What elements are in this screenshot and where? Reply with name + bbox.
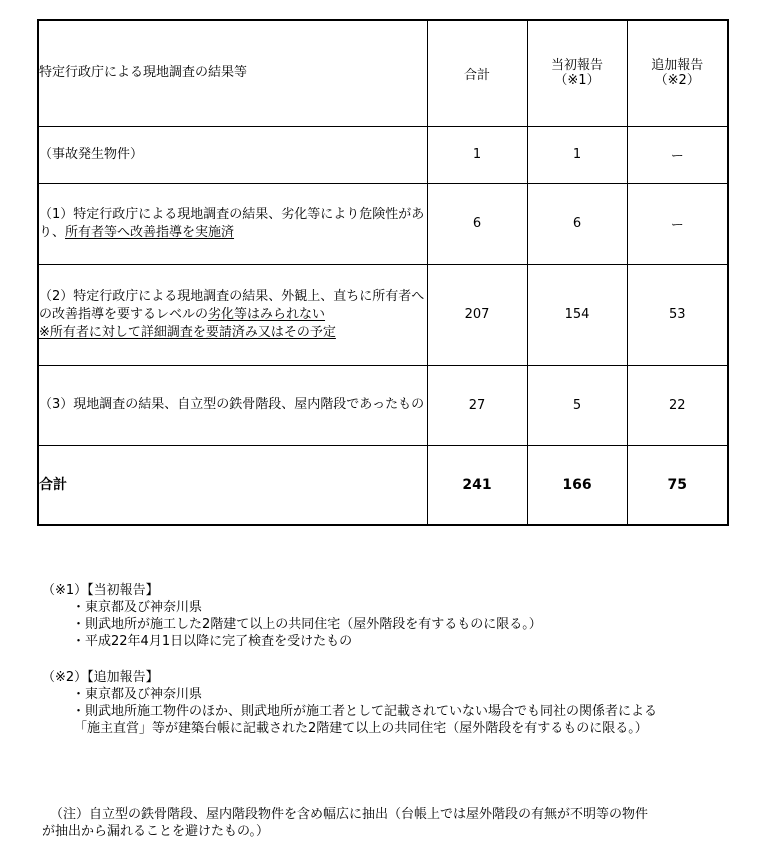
row-additional: ー — [627, 126, 728, 183]
note-item: 「施主直営」等が建築台帳に記載された2階建て以上の共同住宅（屋外階段を有するものに限る。） — [74, 721, 648, 736]
row-initial: 6 — [527, 183, 627, 264]
row-additional: 53 — [627, 264, 728, 365]
row-total: 6 — [427, 183, 527, 264]
results-table — [37, 19, 729, 526]
note-item: ・東京都及び神奈川県 — [72, 687, 203, 702]
table-row — [38, 365, 728, 445]
row-initial: 154 — [527, 264, 627, 365]
note-additional-report — [42, 669, 657, 737]
row-total: 207 — [427, 264, 527, 365]
row-initial: 1 — [527, 126, 627, 183]
note-item: ・東京都及び神奈川県 — [72, 600, 203, 615]
total-initial: 166 — [527, 445, 627, 525]
header-label: 特定行政庁による現地調査の結果等 — [38, 20, 427, 126]
row-label: （2）特定行政庁による現地調査の結果、外観上、直ちに所有者への改善指導を要するレベルの劣化等はみられない ※所有者に対して詳細調査を要請済み又はその予定 — [38, 264, 427, 365]
table-header-row — [38, 20, 728, 126]
total-label: 合計 — [38, 445, 427, 525]
table-total-row — [38, 445, 728, 525]
header-initial: 当初報告 （※1） — [527, 20, 627, 126]
row-label: （1）特定行政庁による現地調査の結果、劣化等により危険性があり、所有者等へ改善指導を実施済 — [38, 183, 427, 264]
table-row — [38, 264, 728, 365]
row-total: 27 — [427, 365, 527, 445]
row-additional: ー — [627, 183, 728, 264]
note-item: ・則武地所施工物件のほか、則武地所が施工者として記載されていない場合でも同社の関係者による — [72, 704, 658, 719]
note-item: ・平成22年4月1日以降に完了検査を受けたもの — [72, 634, 353, 649]
header-additional: 追加報告 （※2） — [627, 20, 728, 126]
row-label: （3）現地調査の結果、自立型の鉄骨階段、屋内階段であったもの — [38, 365, 427, 445]
row-additional: 22 — [627, 365, 728, 445]
note-initial-report — [42, 582, 542, 650]
footnote: （注）自立型の鉄骨階段、屋内階段物件を含め幅広に抽出（台帳上では屋外階段の有無が不明等の物件 が抽出から漏れることを避けたもの。） — [42, 807, 649, 839]
table-row — [38, 183, 728, 264]
total-additional: 75 — [627, 445, 728, 525]
header-total: 合計 — [427, 20, 527, 126]
row-total: 1 — [427, 126, 527, 183]
note-heading: （※1）【当初報告】 — [42, 583, 159, 598]
note-item: ・則武地所が施工した2階建て以上の共同住宅（屋外階段を有するものに限る。） — [72, 617, 542, 632]
note-heading: （※2）【追加報告】 — [42, 670, 159, 685]
total-total: 241 — [427, 445, 527, 525]
row-initial: 5 — [527, 365, 627, 445]
row-label: （事故発生物件） — [38, 126, 427, 183]
table-row — [38, 126, 728, 183]
